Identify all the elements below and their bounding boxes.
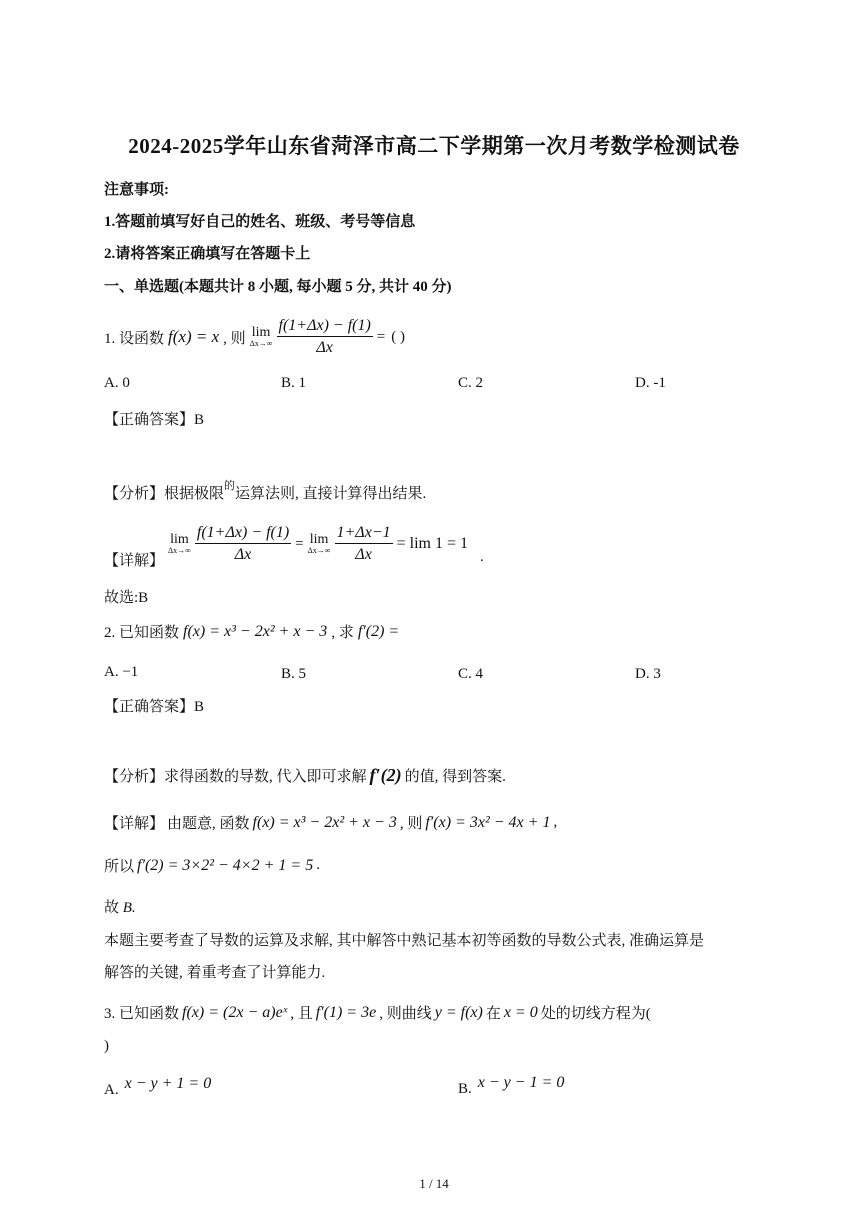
q1-correct-answer: 【正确答案】B bbox=[104, 412, 205, 428]
q2-option-d: D. 3 bbox=[635, 666, 661, 682]
q1-detail-fraction-1: $\frac{f(1+\Delta x) - f(1)}{\Delta x}$ bbox=[196, 524, 290, 563]
q1-fraction: $\frac{f(1+\Delta x) - f(1)}{\Delta x}$ bbox=[278, 317, 371, 356]
q1-analysis: 【分析】根据极限$^的$运算法则, 直接计算得出结果. bbox=[104, 480, 427, 502]
q2-prefix: 2. 已知函数 bbox=[104, 625, 180, 641]
q1-answer-paren: ( ) bbox=[391, 328, 406, 345]
q2-so: 所以 f′(2) = 3×2² − 4×2 + 1 = 5 . bbox=[104, 856, 320, 875]
q1-detail-limit-1: lim Δx→∞ bbox=[168, 532, 191, 555]
q2-ask: f′(2) = bbox=[357, 622, 400, 640]
q1-prefix: 1. 设函数 bbox=[104, 330, 165, 347]
q1-option-d: D. -1 bbox=[635, 375, 666, 391]
q2-analysis: 【分析】 求得函数的导数, 代入即可求解 f′(2) 的值, 得到答案. bbox=[104, 765, 506, 785]
q1-limit: lim Δx→∞ bbox=[249, 325, 273, 348]
q1-choose: 故选:B bbox=[104, 590, 149, 606]
question-3: 3. 已知函数 f(x) = (2x − a)eˣ , 且 f′(1) = 3e , 则曲线 y = f(x) 在 x = 0 处的切线方程为( bbox=[104, 1003, 651, 1022]
notice-item-2: 2.请将答案正确填写在答题卡上 bbox=[104, 246, 311, 262]
q1-detail-fraction-2: $\frac{1+\Delta x-1}{\Delta x}$ bbox=[336, 524, 391, 563]
q2-comment-line-1: 本题主要考查了导数的运算及求解, 其中解答中熟记基本初等函数的导数公式表, 准确运算是 bbox=[104, 933, 705, 949]
q1-detail-result: = lim 1 = 1 bbox=[396, 535, 468, 552]
notice-item-1: 1.答题前填写好自己的姓名、班级、考号等信息 bbox=[104, 214, 416, 230]
q2-correct-answer: 【正确答案】B bbox=[104, 699, 205, 715]
q1-function: f(x) = x bbox=[168, 327, 220, 346]
analysis-label: 【分析】 bbox=[104, 486, 165, 502]
q1-equals: = bbox=[376, 328, 386, 345]
q3-option-b: B. x − y − 1 = 0 bbox=[458, 1074, 565, 1097]
question-2: 2. 已知函数 f(x) = x³ − 2x² + x − 3 , 求 f′(2) = bbox=[104, 622, 400, 641]
q2-function: f(x) = x³ − 2x² + x − 3 bbox=[183, 622, 328, 640]
notice-heading: 注意事项: bbox=[104, 182, 169, 198]
question-1 bbox=[104, 312, 405, 362]
q2-option-b: B. 5 bbox=[281, 666, 307, 682]
q2-comment-line-2: 解答的关键, 着重考查了计算能力. bbox=[104, 965, 326, 981]
q1-detail-limit-2: lim Δx→∞ bbox=[307, 532, 331, 555]
q2-conclusion: 故 B. bbox=[104, 900, 136, 916]
q1-option-a: A. 0 bbox=[104, 375, 130, 391]
q2-option-c: C. 4 bbox=[458, 666, 484, 682]
q3-close-paren: ) bbox=[104, 1038, 109, 1054]
page-title: 2024-2025学年山东省菏泽市高二下学期第一次月考数学检测试卷 bbox=[128, 134, 740, 158]
page-number: 1 / 14 bbox=[419, 1176, 449, 1191]
section-heading: 一、单选题(本题共计 8 小题, 每小题 5 分, 共计 40 分) bbox=[104, 279, 452, 295]
q1-detail: 【详解】 lim Δx→∞ $\frac{f(1+\Delta x) - f(1)}{\Delta x}$ = lim Δx→∞ $\frac{1+\Delta x-1}{\Delta x}$ = lim 1 = 1 . bbox=[104, 524, 484, 569]
q1-option-c: C. 2 bbox=[458, 375, 484, 391]
detail-label: 【详解】 bbox=[104, 552, 165, 569]
q2-option-a: A. −1 bbox=[104, 664, 139, 680]
q3-option-a: A. x − y + 1 = 0 bbox=[104, 1075, 212, 1098]
q2-detail: 【详解】 由题意, 函数 f(x) = x³ − 2x² + x − 3 , 则 f′(x) = 3x² − 4x + 1 , bbox=[104, 813, 558, 832]
q1-option-b: B. 1 bbox=[281, 375, 307, 391]
q1-mid: , 则 bbox=[223, 330, 246, 347]
